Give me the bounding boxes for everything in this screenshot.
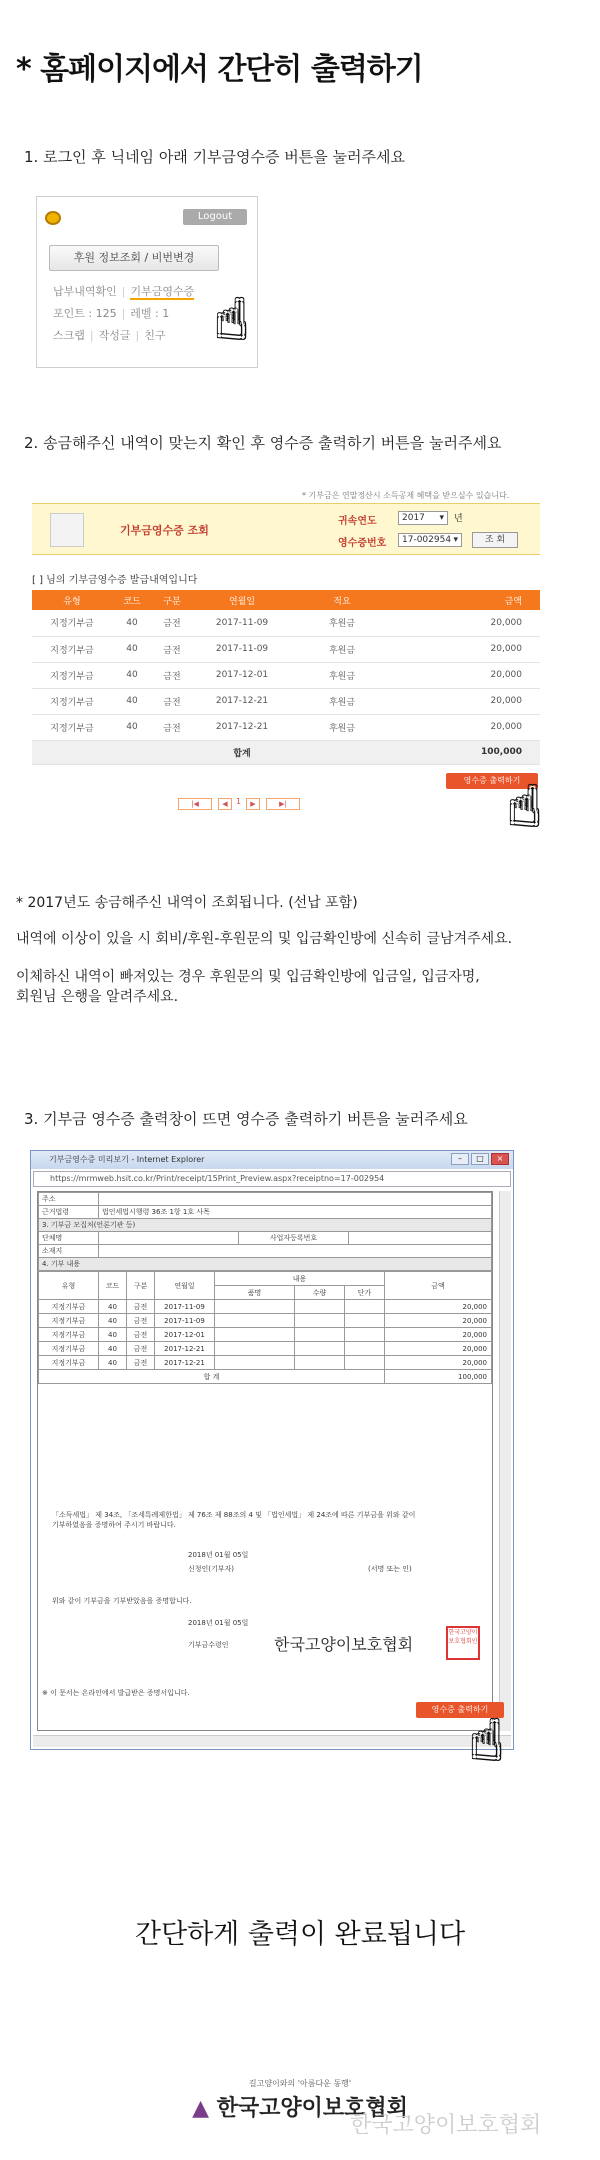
magnifier-icon (50, 513, 84, 547)
table-cell: 40 (99, 1300, 127, 1314)
table-cell (345, 1328, 385, 1342)
print-receipt-button-popup[interactable]: 영수증 출력하기 (416, 1702, 504, 1718)
total-row (39, 1370, 492, 1384)
pager-prev[interactable]: ◀ (218, 798, 232, 810)
table-cell: 지정기부금 (32, 688, 112, 714)
table-cell: 금전 (152, 636, 192, 662)
table-cell: 지정기부금 (32, 662, 112, 688)
footer-org-name: ▲ 한국고양이보호협회 (192, 2096, 408, 2121)
table-cell: 지정기부금 (39, 1328, 99, 1342)
table-row (32, 714, 540, 740)
completion-message: 간단하게 출력이 완료됩니다 (134, 1919, 466, 1950)
table-cell (295, 1300, 345, 1314)
total-label: 합계 (192, 740, 292, 764)
location-label: 소재지 (39, 1245, 99, 1258)
col-qty: 수량 (295, 1286, 345, 1300)
info-line-4: 회원님 은행을 알려주세요. (16, 989, 179, 1005)
table-row (39, 1356, 492, 1370)
table-cell: 20,000 (385, 1356, 492, 1370)
table-row (32, 636, 540, 662)
law-text (52, 1510, 472, 1530)
table-row (39, 1328, 492, 1342)
total-row (32, 740, 540, 764)
section4-heading: 4. 기부 내용 (39, 1258, 492, 1271)
col-code: 코드 (112, 590, 152, 610)
minimize-icon[interactable]: – (451, 1153, 469, 1165)
table-cell: 2017-11-09 (155, 1300, 215, 1314)
table-cell: 2017-12-21 (155, 1342, 215, 1356)
table-row (39, 1300, 492, 1314)
pointing-hand-icon: ☝ (215, 288, 248, 351)
table-cell: 2017-12-01 (192, 662, 292, 688)
table-cell: 20,000 (385, 1342, 492, 1356)
my-posts-link[interactable]: 작성글 (98, 329, 131, 342)
info-line-1: * 2017년도 송금해주신 내역이 조회됩니다. (선납 포함) (16, 895, 358, 911)
table-cell (345, 1342, 385, 1356)
col-kind: 구분 (127, 1272, 155, 1300)
table-cell (215, 1342, 295, 1356)
official-seal: 한국고양이보호협회인 (446, 1626, 480, 1660)
table-cell: 후원금 (292, 662, 392, 688)
table-cell: 금전 (127, 1342, 155, 1356)
table-cell: 후원금 (292, 636, 392, 662)
table-cell: 40 (112, 688, 152, 714)
table-cell (215, 1356, 295, 1370)
table-cell: 2017-12-01 (155, 1328, 215, 1342)
table-cell (345, 1356, 385, 1370)
links-row-2: 포인트 : 125 | 레벨 : 1 (53, 307, 170, 320)
date-1: 2018년 01월 05일 (188, 1551, 249, 1559)
table-cell (215, 1300, 295, 1314)
table-header-row (32, 590, 540, 610)
col-code: 코드 (99, 1272, 127, 1300)
table-cell: 40 (99, 1328, 127, 1342)
table-cell: 금전 (127, 1314, 155, 1328)
table-row (39, 1342, 492, 1356)
table-cell: 40 (112, 610, 152, 636)
proof-text: 위와 같이 기부금을 기부받았음을 증명합니다. (52, 1597, 192, 1605)
table-cell: 후원금 (292, 714, 392, 740)
pointing-hand-icon: ☝ (508, 775, 541, 838)
receipt-info-table (38, 1192, 492, 1271)
step3-instruction: 3. 기부금 영수증 출력창이 뜨면 영수증 출력하기 버튼을 눌러주세요 (24, 1110, 468, 1128)
table-cell: 20,000 (392, 714, 540, 740)
vertical-scrollbar[interactable] (499, 1191, 511, 1731)
scrap-link[interactable]: 스크랩 (53, 329, 85, 342)
level-text: 레벨 : 1 (130, 307, 170, 320)
table-cell (215, 1328, 295, 1342)
table-cell: 2017-11-09 (192, 610, 292, 636)
table-cell: 금전 (152, 610, 192, 636)
table-cell: 40 (99, 1356, 127, 1370)
table-cell: 20,000 (392, 662, 540, 688)
address-bar[interactable]: https://mrmweb.hsit.co.kr/Print/receipt/15Print_Preview.aspx?receiptno=17-002954 (33, 1171, 511, 1187)
table-cell: 20,000 (385, 1328, 492, 1342)
table-cell (295, 1314, 345, 1328)
links-row-1: 납부내역확인 | 기부금영수증 (53, 285, 195, 298)
table-cell: 2017-11-09 (192, 636, 292, 662)
watermark: 한국고양이보호협회 (350, 2113, 542, 2138)
table-cell (295, 1356, 345, 1370)
step1-instruction: 1. 로그인 후 닉네임 아래 기부금영수증 버튼을 눌러주세요 (24, 148, 405, 166)
donation-history-table (32, 590, 540, 765)
info-line-3: 이체하신 내역이 빠져있는 경우 후원문의 및 입금확인방에 입금일, 입금자명, (16, 969, 480, 985)
member-info-button[interactable]: 후원 정보조회 / 비번변경 (49, 245, 219, 271)
pager-last[interactable]: ▶| (266, 798, 300, 810)
donation-receipt-link[interactable]: 기부금영수증 (130, 285, 195, 298)
page-title: * 홈페이지에서 간단히 출력하기 (16, 52, 423, 87)
table-cell: 금전 (127, 1328, 155, 1342)
table-cell: 40 (99, 1342, 127, 1356)
col-memo: 적요 (292, 590, 392, 610)
pointing-hand-icon: ☝ (470, 1709, 503, 1772)
receiver-name: 한국고양이보호협회 (274, 1635, 414, 1654)
print-receipt-button[interactable]: 영수증 출력하기 (446, 773, 538, 789)
logout-button[interactable]: Logout (183, 209, 247, 225)
col-type: 유형 (39, 1272, 99, 1300)
law-text-1: 「소득세법」 제 34조, 「조세특례제한법」 제 76조 제 88조의 4 및 「법인세법」 제 24조에 따른 기부금을 위와 같이 (52, 1511, 416, 1519)
pager-current[interactable]: 1 (236, 797, 242, 806)
footer-slogan: 길고양이와의 '아름다운 동행' (248, 2079, 352, 2088)
query-button[interactable]: 조 회 (472, 532, 518, 548)
table-cell: 40 (112, 714, 152, 740)
date-2: 2018년 01월 05일 (188, 1619, 249, 1627)
close-icon[interactable]: × (491, 1153, 509, 1165)
table-cell: 20,000 (392, 610, 540, 636)
year-label: 귀속연도 (338, 516, 377, 527)
table-cell: 40 (99, 1314, 127, 1328)
table-cell: 2017-11-09 (155, 1314, 215, 1328)
biz-no-label: 사업자등록번호 (239, 1232, 349, 1245)
table-cell: 20,000 (385, 1314, 492, 1328)
col-type: 유형 (32, 590, 112, 610)
applicant-label: 신청인(기부자) (188, 1565, 235, 1573)
col-date: 연월일 (155, 1272, 215, 1300)
col-amount: 금액 (385, 1272, 492, 1300)
payment-history-link[interactable]: 납부내역확인 (53, 285, 117, 298)
col-date: 연월일 (192, 590, 292, 610)
receipt-document (37, 1191, 493, 1731)
table-cell: 금전 (152, 662, 192, 688)
col-amount: 금액 (392, 590, 540, 610)
col-content: 내용 (215, 1272, 385, 1286)
total-label: 합 계 (39, 1370, 385, 1384)
login-box (36, 196, 258, 368)
table-cell (295, 1342, 345, 1356)
col-kind: 구분 (152, 590, 192, 610)
law-text-2: 기부하였음을 증명하여 주시기 바랍니다. (52, 1521, 176, 1529)
table-cell: 지정기부금 (39, 1356, 99, 1370)
friends-link[interactable]: 친구 (144, 329, 166, 342)
total-value: 100,000 (385, 1370, 492, 1384)
table-cell: 20,000 (392, 688, 540, 714)
table-cell (345, 1314, 385, 1328)
avatar-icon (45, 211, 61, 225)
cat-logo-icon: ▲ (192, 2096, 209, 2121)
links-row-3: 스크랩 | 작성글 | 친구 (53, 329, 166, 342)
col-price: 단가 (345, 1286, 385, 1300)
table-cell: 40 (112, 636, 152, 662)
table-cell: 2017-12-21 (192, 714, 292, 740)
table-cell: 금전 (127, 1356, 155, 1370)
donation-content-table (38, 1271, 492, 1384)
table-row (32, 662, 540, 688)
window-title: 기부금영수증 미리보기 - Internet Explorer (31, 1151, 513, 1169)
table-cell: 지정기부금 (39, 1342, 99, 1356)
table-cell (345, 1300, 385, 1314)
pager-next[interactable]: ▶ (246, 798, 260, 810)
table-cell: 20,000 (385, 1300, 492, 1314)
table-row (32, 610, 540, 636)
col-item: 품명 (215, 1286, 295, 1300)
table-cell: 2017-12-21 (192, 688, 292, 714)
table-cell (295, 1328, 345, 1342)
year-suffix: 년 (454, 514, 463, 524)
total-value: 100,000 (392, 740, 540, 764)
table-cell: 20,000 (392, 636, 540, 662)
table-cell: 지정기부금 (32, 714, 112, 740)
table-cell (215, 1314, 295, 1328)
point-text: 포인트 : 125 (53, 307, 117, 320)
table-row (32, 688, 540, 714)
table-cell: 후원금 (292, 688, 392, 714)
maximize-icon[interactable]: □ (471, 1153, 489, 1165)
receiver-label: 기부금수령인 (188, 1641, 229, 1649)
group-label: 단체명 (39, 1232, 99, 1245)
table-cell: 40 (112, 662, 152, 688)
step2-instruction: 2. 송금해주신 내역이 맞는지 확인 후 영수증 출력하기 버튼을 눌러주세요 (24, 434, 502, 452)
table-row (39, 1314, 492, 1328)
receipt-no-label: 영수증번호 (338, 538, 387, 549)
sign-note: (서명 또는 인) (368, 1565, 412, 1573)
table-cell: 지정기부금 (39, 1300, 99, 1314)
info-line-2: 내역에 이상이 있을 시 회비/후원-후원문의 및 입금확인방에 신속히 글남겨주세요. (16, 931, 513, 947)
table-cell: 지정기부금 (39, 1314, 99, 1328)
table-cell: 지정기부금 (32, 610, 112, 636)
pager-first[interactable]: |◀ (178, 798, 212, 810)
table-cell: 금전 (152, 714, 192, 740)
receipt-preview-window (30, 1150, 514, 1750)
addr-label: 주소 (39, 1193, 99, 1206)
year-select[interactable]: 2017 ▾ (398, 511, 448, 525)
window-controls (449, 1153, 509, 1165)
table-cell: 후원금 (292, 610, 392, 636)
table-cell: 금전 (127, 1300, 155, 1314)
table-cell: 금전 (152, 688, 192, 714)
receipt-no-select[interactable]: 17-002954 ▾ (398, 533, 462, 547)
horizontal-scrollbar[interactable] (33, 1735, 511, 1747)
basis-label: 근거법령 (39, 1206, 99, 1219)
basis-value: 법인세법시행령 36조 1항 1호 사목 (99, 1206, 492, 1219)
user-issue-line: [ ] 님의 기부금영수증 발급내역입니다 (32, 575, 198, 586)
footnote: ※ 이 문서는 온라인에서 발급받은 증명서입니다. (42, 1689, 190, 1697)
table-cell: 지정기부금 (32, 636, 112, 662)
tax-note: * 기부금은 연말정산시 소득공제 혜택을 받으실수 있습니다. (302, 491, 510, 500)
query-title: 기부금영수증 조회 (120, 524, 209, 537)
receipt-query-bar (32, 503, 540, 555)
table-cell: 2017-12-21 (155, 1356, 215, 1370)
section3-heading: 3. 기부금 모집처(언론기관 등) (39, 1219, 492, 1232)
